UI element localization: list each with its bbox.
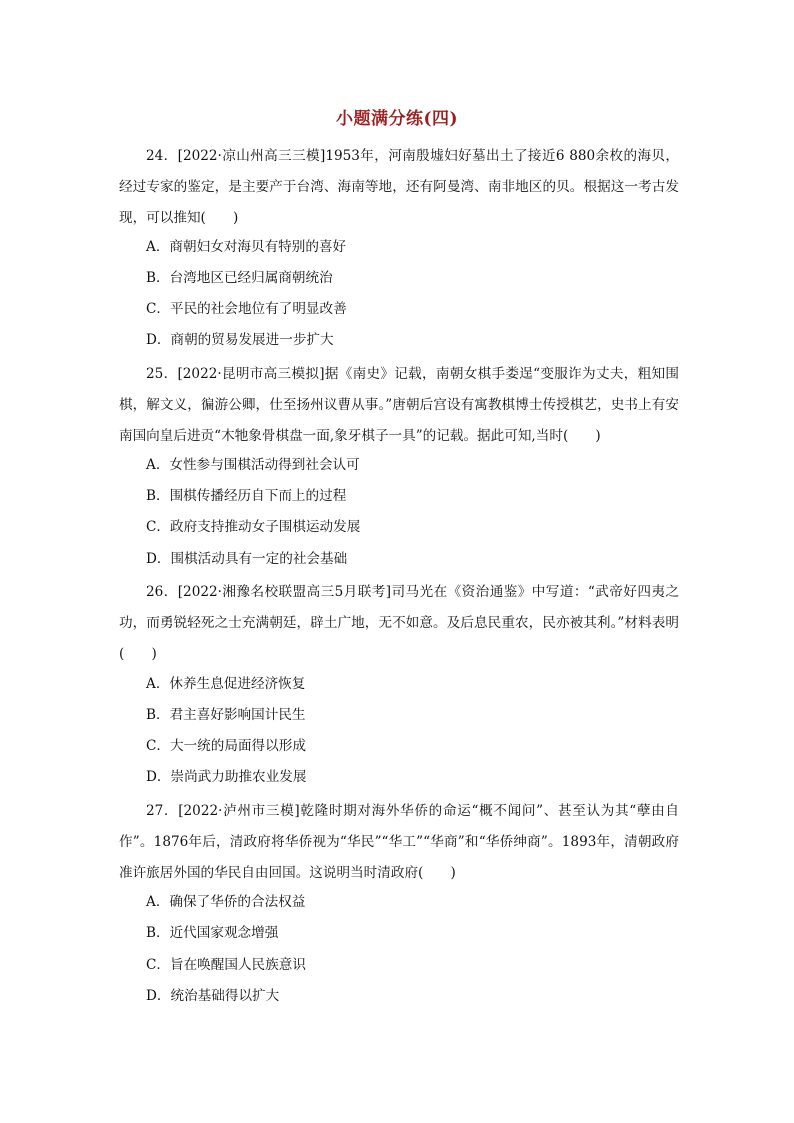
- question-24-option-b: B．台湾地区已经归属商朝统治: [146, 270, 333, 286]
- question-25-option-b: B．围棋传播经历自下而上的过程: [146, 488, 347, 504]
- question-24-option-a: A．商朝妇女对海贝有特别的喜好: [146, 239, 347, 255]
- question-25-option-d: D．围棋活动具有一定的社会基础: [146, 551, 348, 567]
- question-25-option-a: A．女性参与围棋活动得到社会认可: [146, 457, 360, 473]
- question-27-option-c: C．旨在唤醒国人民族意识: [146, 957, 306, 973]
- question-25-option-c: C．政府支持推动女子围棋运动发展: [146, 519, 361, 535]
- question-27-option-b: B．近代国家观念增强: [146, 925, 279, 941]
- question-25-stem: 25．[2022·昆明市高三模拟]据《南史》记载，南朝女棋手娄逞“变服诈为丈夫，粗知围棋，解文义，徧游公卿，仕至扬州议曹从事。”唐朝后宫设有寓教棋博士传授棋艺，史书上有安南国向皇后进贡“木牠象骨棋盘一面,象牙棋子一具”的记载。据此可知,当时( ): [119, 366, 679, 444]
- question-26-option-b: B．君主喜好影响国计民生: [146, 707, 306, 723]
- question-24-option-d: D．商朝的贸易发展进一步扩大: [146, 332, 334, 348]
- question-26-option-d: D．崇尚武力助推农业发展: [146, 769, 307, 785]
- question-24-stem: 24．[2022·凉山州高三三模]1953年，河南殷墟妇好墓出土了接近6 880余枚的海贝，经过专家的鉴定，是主要产于台湾、海南等地，还有阿曼湾、南非地区的贝。根据这一考古发现，可以推知( ): [119, 148, 679, 226]
- question-24-option-c: C．平民的社会地位有了明显改善: [146, 301, 347, 317]
- question-26-option-c: C．大一统的局面得以形成: [146, 738, 306, 754]
- page-title: 小题满分练(四): [335, 109, 459, 129]
- question-26-option-a: A．休养生息促进经济恢复: [146, 676, 306, 692]
- question-26-stem: 26．[2022·湘豫名校联盟高三5月联考]司马光在《资治通鉴》中写道：“武帝好四夷之功，而勇锐轻死之士充满朝廷，辟土广地，无不如意。及后息民重农，民亦被其利。”材料表明( ): [119, 584, 679, 662]
- question-27-stem: 27．[2022·泸州市三模]乾隆时期对海外华侨的命运“概不闻问”、甚至认为其“孽由自作”。1876年后，清政府将华侨视为“华民”“华工”“华商”和“华侨绅商”。1893年，清朝政府准许旅居外国的华民自由回国。这说明当时清政府( ): [119, 803, 679, 881]
- question-27-option-d: D．统治基础得以扩大: [146, 988, 280, 1004]
- question-27-option-a: A．确保了华侨的合法权益: [146, 894, 306, 910]
